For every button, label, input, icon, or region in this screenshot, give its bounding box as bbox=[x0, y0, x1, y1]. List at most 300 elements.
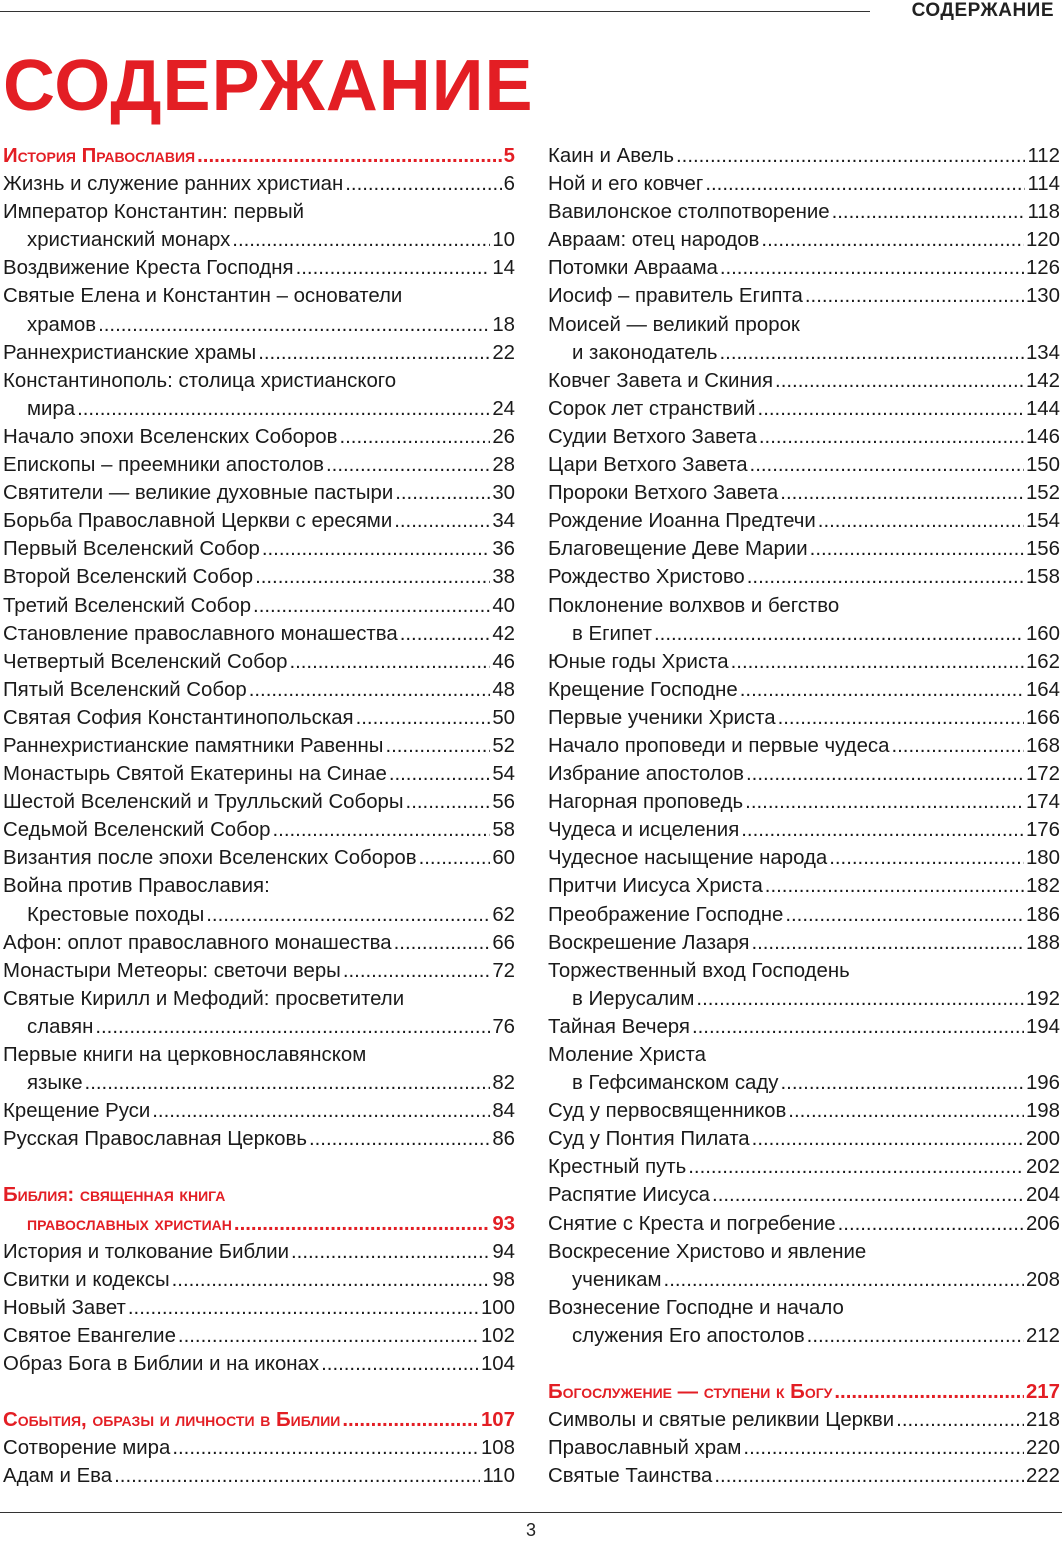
dot-leader bbox=[758, 395, 1024, 423]
toc-entry-title: Снятие с Креста и погребение bbox=[548, 1212, 836, 1235]
toc-entry-title: христианский монарх bbox=[27, 229, 231, 252]
toc-page-number: 186 bbox=[1025, 903, 1060, 926]
toc-entry[interactable] bbox=[3, 1125, 515, 1153]
toc-entry[interactable] bbox=[3, 732, 515, 760]
toc-page-number: 158 bbox=[1025, 566, 1060, 589]
dot-leader bbox=[780, 479, 1024, 507]
dot-leader bbox=[765, 872, 1024, 900]
toc-entry-title: Тайная Вечеря bbox=[548, 1015, 690, 1038]
toc-entry-title: Авраам: отец народов bbox=[548, 229, 760, 252]
toc-entry[interactable] bbox=[548, 1181, 1060, 1209]
toc-entry[interactable] bbox=[548, 423, 1060, 451]
toc-entry-title: Благовещение Деве Марии bbox=[548, 538, 808, 561]
toc-entry-title: Иосиф – правитель Египта bbox=[548, 285, 803, 308]
toc-entry[interactable] bbox=[548, 704, 1060, 732]
toc-entry-title: Пятый Вселенский Собор bbox=[3, 678, 247, 701]
toc-entry[interactable] bbox=[548, 760, 1060, 788]
toc-section-heading[interactable] bbox=[3, 1406, 515, 1434]
toc-page-number: 108 bbox=[480, 1437, 515, 1460]
toc-entry-title: Раннехристианские памятники Равенны bbox=[3, 734, 384, 757]
toc-page-number: 130 bbox=[1025, 285, 1060, 308]
toc-page-number: 176 bbox=[1025, 819, 1060, 842]
dot-leader bbox=[747, 563, 1024, 591]
dot-leader bbox=[234, 1210, 490, 1238]
toc-entry[interactable] bbox=[3, 339, 515, 367]
toc-column-left bbox=[3, 142, 515, 1491]
toc-entry[interactable] bbox=[3, 535, 515, 563]
toc-entry-title: служения Его апостолов bbox=[572, 1324, 805, 1347]
toc-entry[interactable] bbox=[3, 395, 515, 423]
toc-entry[interactable] bbox=[548, 929, 1060, 957]
toc-entry[interactable] bbox=[3, 311, 515, 339]
dot-leader bbox=[128, 1294, 479, 1322]
toc-entry[interactable] bbox=[548, 816, 1060, 844]
toc-entry[interactable] bbox=[3, 760, 515, 788]
toc-entry-title-line: Война против Православия: bbox=[3, 875, 270, 898]
toc-entry[interactable] bbox=[548, 1322, 1060, 1350]
toc-entry[interactable] bbox=[3, 816, 515, 844]
toc-entry-title: Крещение Руси bbox=[3, 1100, 151, 1123]
toc-entry[interactable] bbox=[3, 423, 515, 451]
dot-leader bbox=[692, 1013, 1024, 1041]
toc-entry-title: и законодатель bbox=[572, 341, 718, 364]
toc-entry-title: События, образы и личности в Библии bbox=[3, 1409, 341, 1432]
toc-page-number: 94 bbox=[492, 1240, 515, 1263]
dot-leader bbox=[95, 1013, 490, 1041]
toc-page-number: 146 bbox=[1025, 425, 1060, 448]
toc-section-heading[interactable] bbox=[548, 1378, 1060, 1406]
toc-page-number: 194 bbox=[1025, 1015, 1060, 1038]
dot-leader bbox=[389, 760, 491, 788]
dot-leader bbox=[321, 1350, 479, 1378]
toc-page-number: 5 bbox=[503, 145, 515, 167]
toc-entry[interactable] bbox=[548, 226, 1060, 254]
toc-page-number: 100 bbox=[480, 1296, 515, 1319]
dot-leader bbox=[741, 816, 1024, 844]
toc-page-number: 217 bbox=[1025, 1381, 1060, 1404]
toc-entry[interactable] bbox=[3, 844, 515, 872]
toc-entry[interactable] bbox=[3, 929, 515, 957]
dot-leader bbox=[262, 535, 490, 563]
toc-entry[interactable] bbox=[548, 339, 1060, 367]
toc-page-number: 93 bbox=[492, 1212, 515, 1235]
toc-entry-title: Русская Православная Церковь bbox=[3, 1128, 307, 1151]
dot-leader bbox=[273, 816, 491, 844]
toc-page-number: 76 bbox=[492, 1015, 515, 1038]
dot-leader bbox=[206, 901, 490, 929]
toc-entry[interactable] bbox=[548, 1153, 1060, 1181]
toc-entry[interactable] bbox=[548, 732, 1060, 760]
dot-leader bbox=[356, 704, 491, 732]
toc-entry[interactable] bbox=[3, 901, 515, 929]
dot-leader bbox=[253, 592, 490, 620]
toc-page-number: 114 bbox=[1027, 173, 1060, 196]
toc-entry[interactable] bbox=[548, 367, 1060, 395]
toc-page-number: 34 bbox=[492, 510, 515, 533]
toc-page-number: 107 bbox=[480, 1409, 515, 1432]
toc-entry-title: Крестный путь bbox=[548, 1156, 687, 1179]
toc-page-number: 142 bbox=[1025, 369, 1060, 392]
toc-page-number: 82 bbox=[492, 1072, 515, 1095]
toc-entry[interactable] bbox=[548, 1097, 1060, 1125]
toc-entry[interactable] bbox=[3, 254, 515, 282]
toc-entry[interactable] bbox=[548, 1462, 1060, 1490]
toc-entry-title-line: Моисей — великий пророк bbox=[548, 313, 800, 336]
dot-leader bbox=[740, 676, 1024, 704]
toc-page-number: 196 bbox=[1025, 1072, 1060, 1095]
dot-leader bbox=[197, 142, 502, 170]
dot-leader bbox=[296, 254, 491, 282]
toc-entry[interactable] bbox=[548, 1434, 1060, 1462]
toc-page-number: 36 bbox=[492, 538, 515, 561]
toc-page-number: 22 bbox=[492, 341, 515, 364]
dot-leader bbox=[829, 844, 1024, 872]
dot-leader bbox=[664, 1266, 1024, 1294]
toc-entry-title: Притчи Иисуса Христа bbox=[548, 875, 763, 898]
dot-leader bbox=[807, 1322, 1024, 1350]
toc-page-number: 208 bbox=[1025, 1268, 1060, 1291]
dot-leader bbox=[785, 901, 1024, 929]
toc-page-number: 48 bbox=[492, 678, 515, 701]
toc-entry[interactable] bbox=[3, 1069, 515, 1097]
toc-entry-title-line: Моление Христа bbox=[548, 1044, 706, 1066]
toc-page-number: 120 bbox=[1025, 229, 1060, 252]
toc-entry-title: мира bbox=[27, 397, 76, 420]
toc-page-number: 6 bbox=[503, 173, 515, 196]
toc-entry[interactable] bbox=[548, 198, 1060, 226]
toc-page-number: 52 bbox=[492, 734, 515, 757]
toc-page-number: 60 bbox=[492, 847, 515, 870]
toc-entry-title: Воскрешение Лазаря bbox=[548, 931, 750, 954]
toc-entry-title-line: Поклонение волхвов и бегство bbox=[548, 594, 840, 617]
toc-entry-title: Чудесное насыщение народа bbox=[548, 847, 828, 870]
dot-leader bbox=[249, 676, 491, 704]
dot-leader bbox=[339, 423, 490, 451]
toc-entry[interactable] bbox=[548, 1069, 1060, 1097]
toc-page-number: 202 bbox=[1025, 1156, 1060, 1179]
toc-entry[interactable] bbox=[548, 1266, 1060, 1294]
toc-entry[interactable] bbox=[3, 1238, 515, 1266]
dot-leader bbox=[654, 620, 1024, 648]
toc-page-number: 220 bbox=[1025, 1437, 1060, 1460]
dot-leader bbox=[178, 1322, 479, 1350]
dot-leader bbox=[342, 1406, 479, 1434]
dot-leader bbox=[326, 451, 490, 479]
dot-leader bbox=[395, 479, 490, 507]
toc-section-heading[interactable] bbox=[3, 142, 515, 170]
toc-entry-title: Первый Вселенский Собор bbox=[3, 538, 260, 561]
toc-section-heading-line: Библия: священная книга bbox=[3, 1184, 226, 1207]
toc-entry-title: Шестой Вселенский и Трулльский Соборы bbox=[3, 791, 404, 814]
toc-entry-title-line: Торжественный вход Господень bbox=[548, 959, 850, 982]
toc-entry-title: Судии Ветхого Завета bbox=[548, 425, 757, 448]
dot-leader bbox=[394, 507, 490, 535]
toc-entry[interactable] bbox=[3, 1322, 515, 1350]
dot-leader bbox=[676, 142, 1026, 170]
dot-leader bbox=[834, 1378, 1024, 1406]
toc-page-number: 126 bbox=[1025, 257, 1060, 280]
toc-entry[interactable] bbox=[3, 1350, 515, 1378]
dot-leader bbox=[172, 1266, 491, 1294]
toc-page-number: 26 bbox=[492, 425, 515, 448]
toc-page-number: 156 bbox=[1025, 538, 1060, 561]
dot-leader bbox=[255, 563, 490, 591]
toc-entry-title-line: Святые Кирилл и Мефодий: просветители bbox=[3, 987, 405, 1010]
toc-entry[interactable] bbox=[3, 563, 515, 591]
dot-leader bbox=[289, 648, 490, 676]
toc-page-number: 38 bbox=[492, 566, 515, 589]
dot-leader bbox=[385, 732, 490, 760]
page-title: СОДЕРЖАНИЕ bbox=[3, 46, 534, 126]
toc-entry-title: Начало проповеди и первые чудеса bbox=[548, 734, 890, 757]
toc-entry[interactable] bbox=[548, 788, 1060, 816]
toc-page-number: 160 bbox=[1025, 622, 1060, 645]
toc-entry-title: храмов bbox=[27, 313, 97, 336]
toc-page-number: 118 bbox=[1027, 201, 1060, 224]
toc-page-number: 144 bbox=[1025, 397, 1060, 420]
toc-page-number: 180 bbox=[1025, 847, 1060, 870]
dot-leader bbox=[778, 704, 1024, 732]
toc-entry-title: Пророки Ветхого Завета bbox=[548, 482, 779, 505]
toc-entry[interactable] bbox=[3, 1434, 515, 1462]
toc-entry-title: Новый Завет bbox=[3, 1296, 126, 1319]
dot-leader bbox=[751, 929, 1024, 957]
toc-entry[interactable] bbox=[548, 1210, 1060, 1238]
toc-entry-title-line: Император Константин: первый bbox=[3, 201, 305, 224]
toc-page-number: 30 bbox=[492, 482, 515, 505]
toc-page-number: 102 bbox=[480, 1324, 515, 1347]
toc-page-number: 182 bbox=[1025, 875, 1060, 898]
toc-page-number: 50 bbox=[492, 706, 515, 729]
dot-leader bbox=[114, 1462, 480, 1490]
toc-entry-title: Византия после эпохи Вселенских Соборов bbox=[3, 847, 417, 870]
toc-entry-title: Святая София Константинопольская bbox=[3, 706, 354, 729]
toc-entry[interactable] bbox=[3, 1013, 515, 1041]
toc-entry[interactable] bbox=[548, 901, 1060, 929]
toc-entry-title: Воздвижение Креста Господня bbox=[3, 257, 294, 280]
toc-page-number: 104 bbox=[480, 1353, 515, 1376]
toc-entry[interactable] bbox=[3, 704, 515, 732]
toc-page-number: 172 bbox=[1025, 763, 1060, 786]
dot-leader bbox=[705, 170, 1025, 198]
toc-page-number: 42 bbox=[492, 622, 515, 645]
toc-page-number: 222 bbox=[1025, 1465, 1060, 1488]
toc-entry[interactable] bbox=[3, 170, 515, 198]
toc-entry-title: в Гефсиманском саду bbox=[572, 1072, 779, 1095]
toc-entry-title: Чудеса и исцеления bbox=[548, 819, 740, 842]
toc-entry-title: Рождество Христово bbox=[548, 566, 745, 589]
toc-entry[interactable] bbox=[3, 1266, 515, 1294]
toc-entry[interactable] bbox=[3, 620, 515, 648]
toc-entry-title: в Египет bbox=[572, 622, 652, 645]
dot-leader bbox=[258, 339, 490, 367]
toc-entry[interactable] bbox=[548, 282, 1060, 310]
dot-leader bbox=[805, 282, 1024, 310]
toc-entry[interactable] bbox=[3, 1294, 515, 1322]
toc-entry-title: Становление православного монашества bbox=[3, 622, 398, 645]
toc-entry[interactable] bbox=[3, 592, 515, 620]
toc-entry-title: Святые Таинства bbox=[548, 1465, 713, 1488]
dot-leader bbox=[759, 423, 1024, 451]
toc-entry-title: Третий Вселенский Собор bbox=[3, 594, 252, 617]
toc-page-number: 40 bbox=[492, 594, 515, 617]
dot-leader bbox=[761, 226, 1024, 254]
dot-leader bbox=[746, 760, 1024, 788]
dot-leader bbox=[419, 844, 491, 872]
toc-page-number: 98 bbox=[492, 1268, 515, 1291]
dot-leader bbox=[745, 788, 1024, 816]
toc-entry-title: Крещение Господне bbox=[548, 678, 738, 701]
toc-entry[interactable] bbox=[548, 1013, 1060, 1041]
toc-entry[interactable] bbox=[548, 1125, 1060, 1153]
dot-leader bbox=[291, 1238, 490, 1266]
dot-leader bbox=[731, 648, 1024, 676]
toc-entry[interactable] bbox=[3, 507, 515, 535]
toc-entry-title-line: Воскресение Христово и явление bbox=[548, 1240, 867, 1263]
dot-leader bbox=[712, 1181, 1024, 1209]
toc-entry-title: Цари Ветхого Завета bbox=[548, 454, 748, 477]
toc-entry-title: История и толкование Библии bbox=[3, 1240, 289, 1263]
toc-entry[interactable] bbox=[3, 957, 515, 985]
toc-page-number: 18 bbox=[492, 313, 515, 336]
toc-entry[interactable] bbox=[548, 563, 1060, 591]
toc-entry-title: Юные годы Христа bbox=[548, 650, 729, 673]
dot-leader bbox=[891, 732, 1024, 760]
toc-entry-title-line: Константинополь: столица христианского bbox=[3, 369, 397, 392]
toc-page-number: 218 bbox=[1025, 1409, 1060, 1432]
toc-entry-title: Каин и Авель bbox=[548, 145, 674, 167]
toc-entry-title: славян bbox=[27, 1015, 94, 1038]
toc-entry[interactable] bbox=[548, 844, 1060, 872]
bottom-rule bbox=[0, 1512, 1062, 1513]
dot-leader bbox=[781, 1069, 1024, 1097]
toc-entry-title: Свитки и кодексы bbox=[3, 1268, 170, 1291]
toc-entry-title: Начало эпохи Вселенских Соборов bbox=[3, 425, 338, 448]
toc-entry-title: Епископы – преемники апостолов bbox=[3, 454, 325, 477]
toc-entry[interactable] bbox=[3, 648, 515, 676]
toc-page-number: 154 bbox=[1025, 510, 1060, 533]
toc-entry-title: Сорок лет странствий bbox=[548, 397, 756, 420]
dot-leader bbox=[832, 198, 1026, 226]
dot-leader bbox=[172, 1434, 479, 1462]
toc-page-number: 134 bbox=[1025, 341, 1060, 364]
toc-entry-title: Борьба Православной Церкви с ересями bbox=[3, 510, 393, 533]
toc-page-number: 174 bbox=[1025, 791, 1060, 814]
toc-entry[interactable] bbox=[3, 226, 515, 254]
toc-entry-title: Распятие Иисуса bbox=[548, 1184, 711, 1207]
toc-entry[interactable] bbox=[548, 170, 1060, 198]
toc-entry-title: Ковчег Завета и Скиния bbox=[548, 369, 774, 392]
toc-entry[interactable] bbox=[548, 451, 1060, 479]
toc-entry[interactable] bbox=[548, 1406, 1060, 1434]
toc-entry[interactable] bbox=[3, 676, 515, 704]
toc-entry[interactable] bbox=[3, 1462, 515, 1490]
dot-leader bbox=[345, 170, 501, 198]
dot-leader bbox=[343, 957, 490, 985]
toc-entry-title-line: Вознесение Господне и начало bbox=[548, 1296, 844, 1319]
toc-entry[interactable] bbox=[548, 985, 1060, 1013]
toc-page-number: 28 bbox=[492, 454, 515, 477]
toc-entry[interactable] bbox=[548, 254, 1060, 282]
toc-page-number: 14 bbox=[492, 257, 515, 280]
toc-entry[interactable] bbox=[548, 142, 1060, 170]
toc-page-number: 164 bbox=[1025, 678, 1060, 701]
toc-entry[interactable] bbox=[548, 479, 1060, 507]
toc-entry-title: Образ Бога в Библии и на иконах bbox=[3, 1353, 320, 1376]
toc-entry[interactable] bbox=[548, 676, 1060, 704]
toc-entry[interactable] bbox=[3, 788, 515, 816]
toc-entry[interactable] bbox=[548, 620, 1060, 648]
dot-leader bbox=[400, 620, 491, 648]
toc-page-number: 206 bbox=[1025, 1212, 1060, 1235]
section-gap bbox=[3, 1378, 515, 1406]
toc-page-number: 24 bbox=[492, 397, 515, 420]
toc-page-number: 162 bbox=[1025, 650, 1060, 673]
dot-leader bbox=[152, 1097, 490, 1125]
toc-entry[interactable] bbox=[548, 872, 1060, 900]
dot-leader bbox=[394, 929, 491, 957]
toc-page-number: 192 bbox=[1025, 987, 1060, 1010]
top-rule bbox=[0, 11, 870, 12]
dot-leader bbox=[775, 367, 1024, 395]
toc-page-number: 62 bbox=[492, 903, 515, 926]
toc-entry[interactable] bbox=[3, 479, 515, 507]
toc-entry-title: Второй Вселенский Собор bbox=[3, 566, 254, 589]
toc-page-number: 58 bbox=[492, 819, 515, 842]
toc-entry-title: Богослужение — ступени к Богу bbox=[548, 1381, 833, 1404]
toc-entry-title: Православный храм bbox=[548, 1437, 742, 1460]
dot-leader bbox=[838, 1210, 1024, 1238]
toc-page-number: 188 bbox=[1025, 931, 1060, 954]
toc-entry-title: в Иерусалим bbox=[572, 987, 695, 1010]
toc-entry[interactable] bbox=[548, 648, 1060, 676]
toc-page-number: 212 bbox=[1025, 1324, 1060, 1347]
toc-page-number: 204 bbox=[1025, 1184, 1060, 1207]
toc-entry-title: Святое Евангелие bbox=[3, 1324, 176, 1347]
toc-entry-title: Ной и его ковчег bbox=[548, 173, 704, 196]
toc-entry-title: православных христиан bbox=[27, 1212, 232, 1235]
toc-page-number: 112 bbox=[1027, 145, 1060, 167]
toc-entry[interactable] bbox=[3, 451, 515, 479]
dot-leader bbox=[752, 1125, 1024, 1153]
toc-entry-title: Избрание апостолов bbox=[548, 763, 745, 786]
toc-entry-title: Раннехристианские храмы bbox=[3, 341, 257, 364]
dot-leader bbox=[232, 226, 490, 254]
toc-section-heading[interactable] bbox=[3, 1210, 515, 1238]
dot-leader bbox=[750, 451, 1024, 479]
toc-entry-title: Первые ученики Христа bbox=[548, 706, 776, 729]
toc-entry[interactable] bbox=[548, 395, 1060, 423]
toc-page-number: 110 bbox=[482, 1465, 515, 1488]
toc-entry[interactable] bbox=[548, 507, 1060, 535]
dot-leader bbox=[696, 985, 1024, 1013]
toc-page-number: 152 bbox=[1025, 482, 1060, 505]
dot-leader bbox=[309, 1125, 490, 1153]
toc-entry-title-line: Первые книги на церковнославянском bbox=[3, 1044, 367, 1066]
toc-entry-title: Нагорная проповедь bbox=[548, 791, 744, 814]
toc-entry-title: Рождение Иоанна Предтечи bbox=[548, 510, 816, 533]
toc-entry[interactable] bbox=[548, 535, 1060, 563]
toc-page-number: 72 bbox=[492, 959, 515, 982]
dot-leader bbox=[98, 311, 490, 339]
toc-entry[interactable] bbox=[3, 1097, 515, 1125]
running-head: СОДЕРЖАНИЕ bbox=[911, 0, 1054, 21]
dot-leader bbox=[720, 254, 1024, 282]
toc-page-number: 84 bbox=[492, 1100, 515, 1123]
dot-leader bbox=[896, 1406, 1024, 1434]
toc-entry-title: Монастырь Святой Екатерины на Синае bbox=[3, 763, 387, 786]
dot-leader bbox=[406, 788, 491, 816]
